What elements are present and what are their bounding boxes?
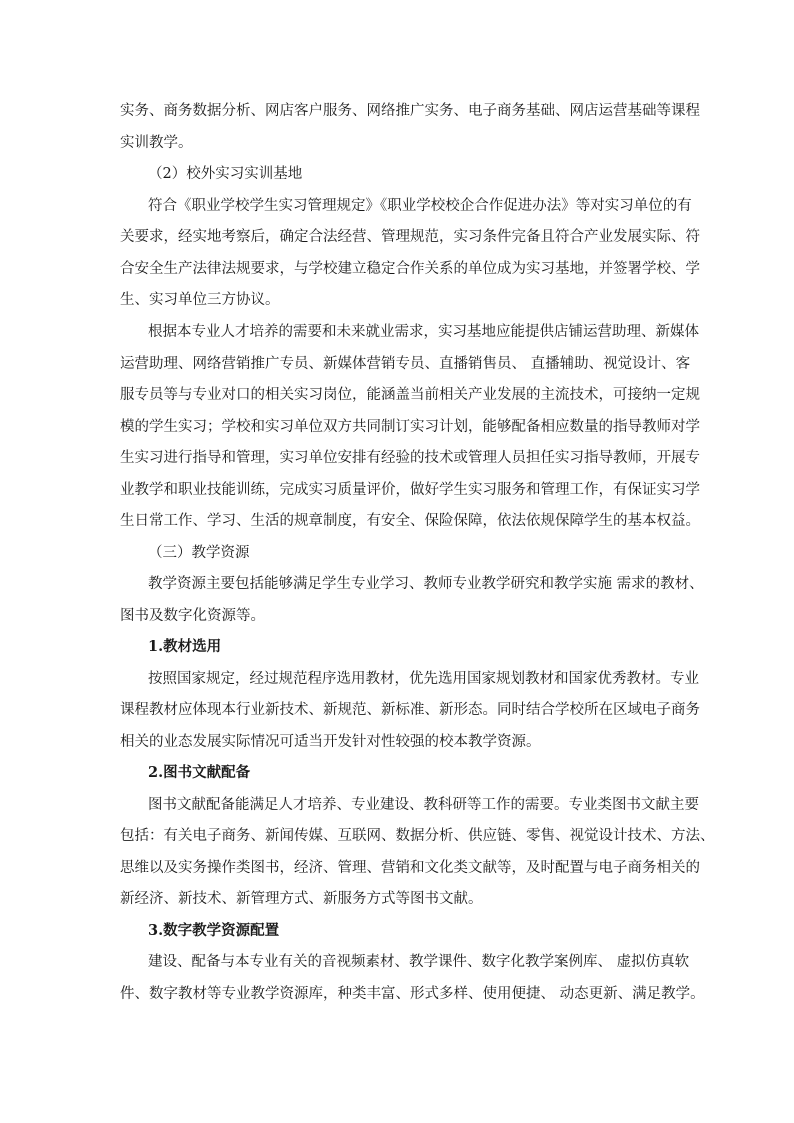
paragraph-line: 教学资源主要包括能够满足学生专业学习、教师专业教学研究和教学实施 需求的教材、 <box>148 576 704 592</box>
paragraph-line: 件、数字教材等专业教学资源库，种类丰富、形式多样、使用便捷、 动态更新、满足教学。 <box>120 986 705 1002</box>
section-subheading: （2）校外实习实训基地 <box>148 166 303 182</box>
paragraph-line: 课程教材应体现本行业新技术、新规范、新标准、新形态。同时结合学校所在区域电子商务 <box>120 702 700 718</box>
paragraph-line: 服专员等与专业对口的相关实习岗位，能涵盖当前相关产业发展的主流技术，可接纳一定规 <box>120 387 700 403</box>
paragraph-line: 关要求，经实地考察后，确定合法经营、管理规范，实习条件完备且符合产业发展实际、符 <box>120 229 700 245</box>
paragraph-line: 生实习进行指导和管理，实习单位安排有经验的技术或管理人员担任实习指导教师，开展专 <box>120 450 700 466</box>
paragraph-line: 新经济、新技术、新管理方式、新服务方式等图书文献。 <box>120 891 483 907</box>
paragraph-line: 生日常工作、学习、生活的规章制度，有安全、保险保障，依法依规保障学生的基本权益。 <box>120 513 700 529</box>
paragraph-line: 模的学生实习；学校和实习单位双方共同制订实习计划，能够配备相应数量的指导教师对学 <box>120 419 700 435</box>
paragraph-line: 根据本专业人才培养的需要和未来就业需求，实习基地应能提供店铺运营助理、新媒体 <box>148 324 699 340</box>
section-subheading: （三）教学资源 <box>148 545 250 561</box>
paragraph-line: 实训教学。 <box>120 135 193 151</box>
paragraph-line: 按照国家规定，经过规范程序选用教材，优先选用国家规划教材和国家优秀教材。专业 <box>148 671 699 687</box>
paragraph-line: 包括：有关电子商务、新闻传媒、互联网、数据分析、供应链、零售、视觉设计技术、方法、 <box>120 828 715 844</box>
paragraph-line: 实务、商务数据分析、网店客户服务、网络推广实务、电子商务基础、网店运营基础等课程 <box>120 103 700 119</box>
paragraph-line: 符合《职业学校学生实习管理规定》《职业学校校企合作促进办法》等对实习单位的有 <box>148 198 692 214</box>
paragraph-line: 图书及数字化资源等。 <box>120 608 265 624</box>
section-heading: 3.数字教学资源配置 <box>148 922 280 939</box>
paragraph-line: 建设、配备与本专业有关的音视频素材、教学课件、数字化教学案例库、 虚拟仿真软 <box>148 954 690 970</box>
paragraph-line: 相关的业态发展实际情况可适当开发针对性较强的校本教学资源。 <box>120 734 541 750</box>
section-heading: 2.图书文献配备 <box>148 764 251 781</box>
paragraph-line: 业教学和职业技能训练，完成实习质量评价，做好学生实习服务和管理工作，有保证实习学 <box>120 482 700 498</box>
paragraph-line: 合安全生产法律法规要求，与学校建立稳定合作关系的单位成为实习基地，并签署学校、学 <box>120 261 700 277</box>
paragraph-line: 生、实习单位三方协议。 <box>120 292 280 308</box>
paragraph-line: 思维以及实务操作类图书，经济、管理、营销和文化类文献等，及时配置与电子商务相关的 <box>120 860 700 876</box>
paragraph-line: 运营助理、网络营销推广专员、新媒体营销专员、直播销售员、 直播辅助、视觉设计、客 <box>120 356 691 372</box>
paragraph-line: 图书文献配备能满足人才培养、专业建设、教科研等工作的需要。专业类图书文献主要 <box>148 797 699 813</box>
section-heading: 1.教材选用 <box>148 638 222 655</box>
